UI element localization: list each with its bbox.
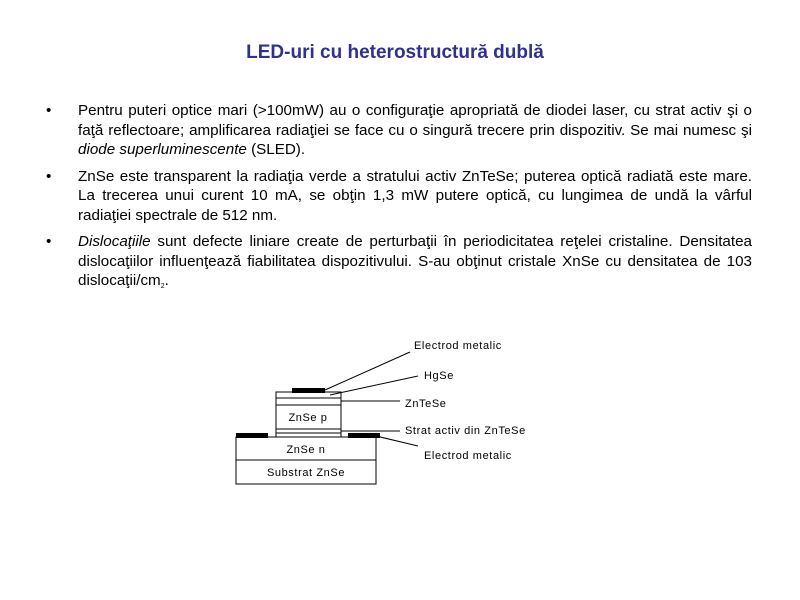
bullet-text: Pentru puteri optice mari (>100mW) au o configuraţie apropriată de diodei laser, cu strat activ şi o faţă reflectoare; amplificarea radiaţiei se face cu o singură trecere prin dispozitiv. Se mai numesc şi — [78, 102, 752, 139]
label-znTeSe: ZnTeSe — [405, 398, 447, 410]
electrod-bottom-right — [348, 433, 380, 438]
bullet-icon: • — [46, 102, 52, 119]
slide-title: LED-uri cu heterostructură dublă — [246, 42, 544, 63]
bullet-text: ZnSe este transparent la radiaţia verde a stratului activ ZnTeSe; puterea optică radiată este mare. La trecerea unui curent 10 mA, se obţin 1,3 mW putere optică, cu lungimea de undă la vârful radiaţiei spectrale de 512 nm. — [78, 167, 752, 224]
bullet-icon: • — [46, 167, 52, 185]
bullet-italic: diode superluminescente — [78, 141, 247, 158]
bullet-text: . — [164, 272, 169, 289]
electrod-top — [292, 388, 325, 393]
substrat-label: Substrat ZnSe — [266, 467, 346, 479]
bullet-text: (SLED). — [246, 141, 306, 158]
znse-n-label: ZnSe n — [286, 444, 326, 456]
bullet-italic: Dislocaţiile — [78, 233, 151, 250]
label-strat-activ: Strat activ din ZnTeSe — [405, 425, 526, 437]
electrod-bottom-left — [236, 433, 268, 438]
label-hgse: HgSe — [424, 370, 454, 382]
znse-p-label: ZnSe p — [288, 412, 328, 424]
label-electrod-bottom: Electrod metalic — [424, 450, 512, 462]
bullet-icon: • — [46, 233, 52, 250]
label-electrod-top: Electrod metalic — [414, 340, 502, 352]
bullet-text: sunt defecte liniare create de perturbaţii în periodicitatea reţelei cristaline. Densitatea dislocaţiilor influenţează fiabilitatea dispozitivului. S-au obţinut cristale XnSe cu densitatea de 103 dislocaţii/cm — [78, 233, 752, 289]
superscript: 2 — [160, 283, 165, 290]
znTeSe-layer — [276, 398, 341, 405]
